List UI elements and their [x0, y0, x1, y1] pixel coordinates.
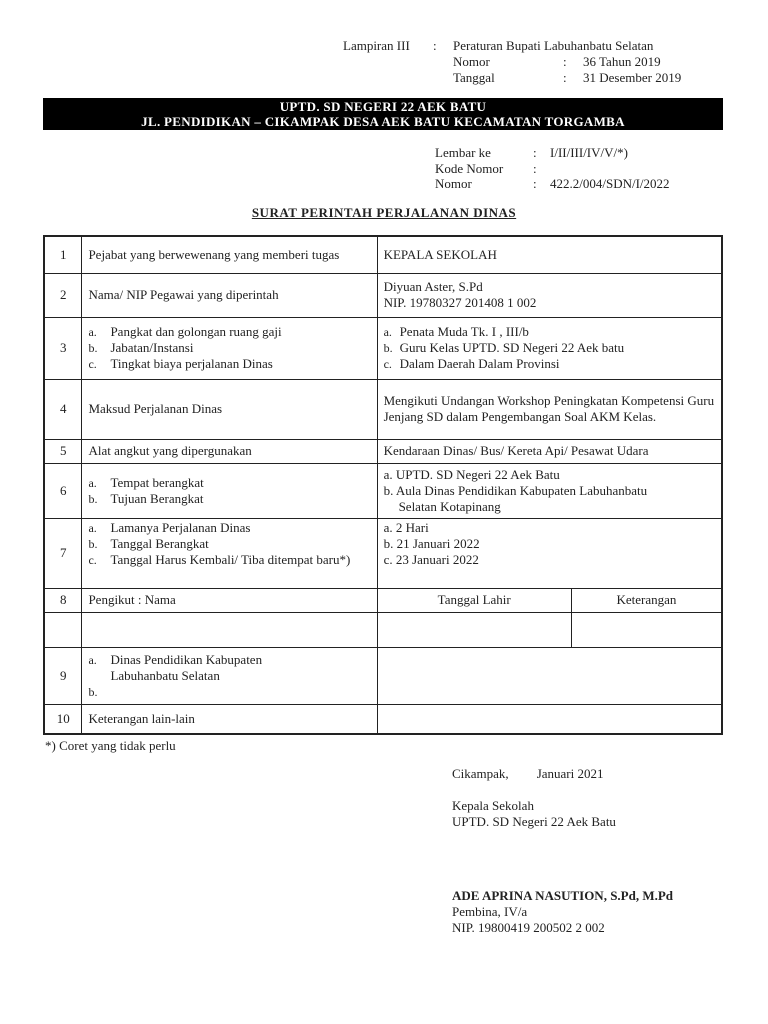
signature-place: Cikampak,: [452, 766, 509, 781]
empty-cell: [571, 612, 722, 647]
lampiran-label: Lampiran III: [343, 38, 410, 53]
list-item: Dalam Daerah Dalam Provinsi: [399, 356, 560, 371]
table-row: [44, 463, 722, 518]
list-item: Tujuan Berangkat: [110, 490, 204, 506]
lembar-value: I/II/III/IV/V/*): [550, 145, 628, 160]
nomor-label: Nomor: [435, 176, 472, 191]
signature-title: Kepala Sekolah: [452, 798, 534, 813]
row-label: [82, 647, 377, 704]
empty-cell: [82, 612, 377, 647]
row-value: Kendaraan Dinas/ Bus/ Kereta Api/ Pesawat Udara: [377, 439, 722, 463]
row-label: [82, 518, 377, 588]
row-label: [82, 463, 377, 518]
lampiran-colon: :: [433, 38, 437, 53]
row-label: Nama/ NIP Pegawai yang diperintah: [82, 273, 377, 317]
lampiran-tanggal-value: 31 Desember 2019: [583, 70, 682, 85]
list-item: a. UPTD. SD Negeri 22 Aek Batu: [383, 466, 560, 482]
row-label: [82, 317, 377, 379]
kode-nomor-colon: :: [533, 160, 537, 176]
row-label: Keterangan lain-lain: [82, 704, 377, 734]
signature-school: UPTD. SD Negeri 22 Aek Batu: [452, 814, 616, 829]
table-row: [44, 612, 722, 647]
list-letter: b.: [88, 536, 98, 551]
list-item: Tanggal Harus Kembali/ Tiba ditempat baru*): [110, 551, 351, 567]
list-letter: a.: [88, 652, 97, 667]
lampiran-tanggal-colon: :: [563, 70, 567, 85]
table-row: [44, 588, 722, 612]
lampiran-nomor-label: Nomor: [453, 54, 490, 69]
row-value: [377, 518, 722, 588]
list-item: b. Aula Dinas Pendidikan Kabupaten Labuhanbatu: [383, 482, 648, 498]
list-letter: b.: [383, 341, 393, 355]
list-letter: b.: [88, 684, 98, 699]
column-header-keterangan: Keterangan: [571, 588, 722, 612]
empty-cell: [377, 612, 571, 647]
list-item: b. 21 Januari 2022: [383, 535, 480, 551]
row-label: Maksud Perjalanan Dinas: [82, 379, 377, 439]
table-row: [44, 518, 722, 588]
kode-nomor-label: Kode Nomor: [435, 160, 504, 176]
list-item: Tanggal Berangkat: [110, 535, 209, 551]
lembar-colon: :: [533, 145, 537, 160]
list-letter: c.: [88, 552, 97, 567]
list-item: a. 2 Hari: [383, 519, 429, 535]
empty-cell: [377, 647, 722, 704]
school-header: [43, 98, 723, 130]
table-row: [44, 439, 722, 463]
lampiran-nomor-value: 36 Tahun 2019: [583, 54, 661, 69]
list-item: Selatan Kotapinang: [398, 498, 501, 514]
row-label: Alat angkut yang dipergunakan: [82, 439, 377, 463]
list-item: Tempat berangkat: [110, 474, 204, 490]
row-value: Mengikuti Undangan Workshop Peningkatan Kompetensi Guru Jenjang SD dalam Pengembangan Soal AKM Kelas.: [377, 379, 722, 439]
list-item: Dinas Pendidikan Kabupaten Labuhanbatu Selatan: [110, 651, 263, 683]
row-value: KEPALA SEKOLAH: [377, 236, 722, 273]
signature-block: [452, 766, 673, 936]
nomor-colon: :: [533, 176, 537, 191]
list-letter: a.: [88, 520, 97, 535]
list-letter: a.: [383, 325, 392, 339]
row-number: 9: [44, 647, 82, 704]
row-number: 1: [44, 236, 82, 273]
table-row: [44, 647, 722, 704]
lampiran-nomor-colon: :: [563, 54, 567, 69]
list-letter: c.: [383, 357, 392, 371]
lampiran-tanggal-label: Tanggal: [453, 70, 495, 85]
table-row: [44, 236, 722, 273]
row-number: 8: [44, 588, 82, 612]
lembar-block: [435, 145, 670, 192]
school-name: UPTD. SD NEGERI 22 AEK BATU: [279, 99, 487, 114]
employee-nip: NIP. 19780327 201408 1 002: [383, 295, 537, 310]
signature-nip: NIP. 19800419 200502 2 002: [452, 920, 605, 935]
row-value: [377, 273, 722, 317]
row-value: [377, 463, 722, 518]
row-label: Pejabat yang berwewenang yang memberi tugas: [82, 236, 377, 273]
signature-name: ADE APRINA NASUTION, S.Pd, M.Pd: [452, 888, 674, 903]
signature-rank: Pembina, IV/a: [452, 904, 528, 919]
list-letter: c.: [88, 357, 97, 371]
lembar-label: Lembar ke: [435, 145, 491, 160]
list-item: Lamanya Perjalanan Dinas: [110, 519, 251, 535]
sppd-table: [43, 235, 723, 735]
empty-cell: [44, 612, 82, 647]
list-item: Pangkat dan golongan ruang gaji: [110, 324, 282, 339]
row-number: 7: [44, 518, 82, 588]
list-letter: b.: [88, 491, 98, 506]
nomor-value: 422.2/004/SDN/I/2022: [550, 176, 670, 191]
list-letter: a.: [88, 325, 97, 339]
lampiran-block: [343, 38, 681, 86]
column-header-tanggal-lahir: Tanggal Lahir: [377, 588, 571, 612]
table-row: [44, 379, 722, 439]
table-row: [44, 317, 722, 379]
list-item: Tingkat biaya perjalanan Dinas: [110, 356, 273, 371]
table-row: [44, 273, 722, 317]
list-item: c. 23 Januari 2022: [383, 551, 479, 567]
school-address: JL. PENDIDIKAN – CIKAMPAK DESA AEK BATU KECAMATAN TORGAMBA: [141, 114, 625, 129]
list-item: Jabatan/Instansi: [110, 340, 194, 355]
row-value: [377, 317, 722, 379]
employee-name: Diyuan Aster, S.Pd: [383, 279, 483, 294]
document-title: SURAT PERINTAH PERJALANAN DINAS: [251, 205, 517, 220]
footnote: *) Coret yang tidak perlu: [45, 738, 176, 753]
table-row: [44, 704, 722, 734]
list-letter: a.: [88, 475, 97, 490]
row-number: 4: [44, 379, 82, 439]
signature-date: Januari 2021: [536, 766, 604, 781]
row-number: 10: [44, 704, 82, 734]
lampiran-peraturan: Peraturan Bupati Labuhanbatu Selatan: [453, 38, 654, 53]
empty-cell: [377, 704, 722, 734]
row-number: 3: [44, 317, 82, 379]
row-label: Pengikut : Nama: [82, 588, 377, 612]
list-item: Penata Muda Tk. I , III/b: [399, 324, 529, 339]
list-item: Guru Kelas UPTD. SD Negeri 22 Aek batu: [399, 340, 625, 355]
list-letter: b.: [88, 341, 98, 355]
row-number: 6: [44, 463, 82, 518]
row-number: 5: [44, 439, 82, 463]
row-number: 2: [44, 273, 82, 317]
